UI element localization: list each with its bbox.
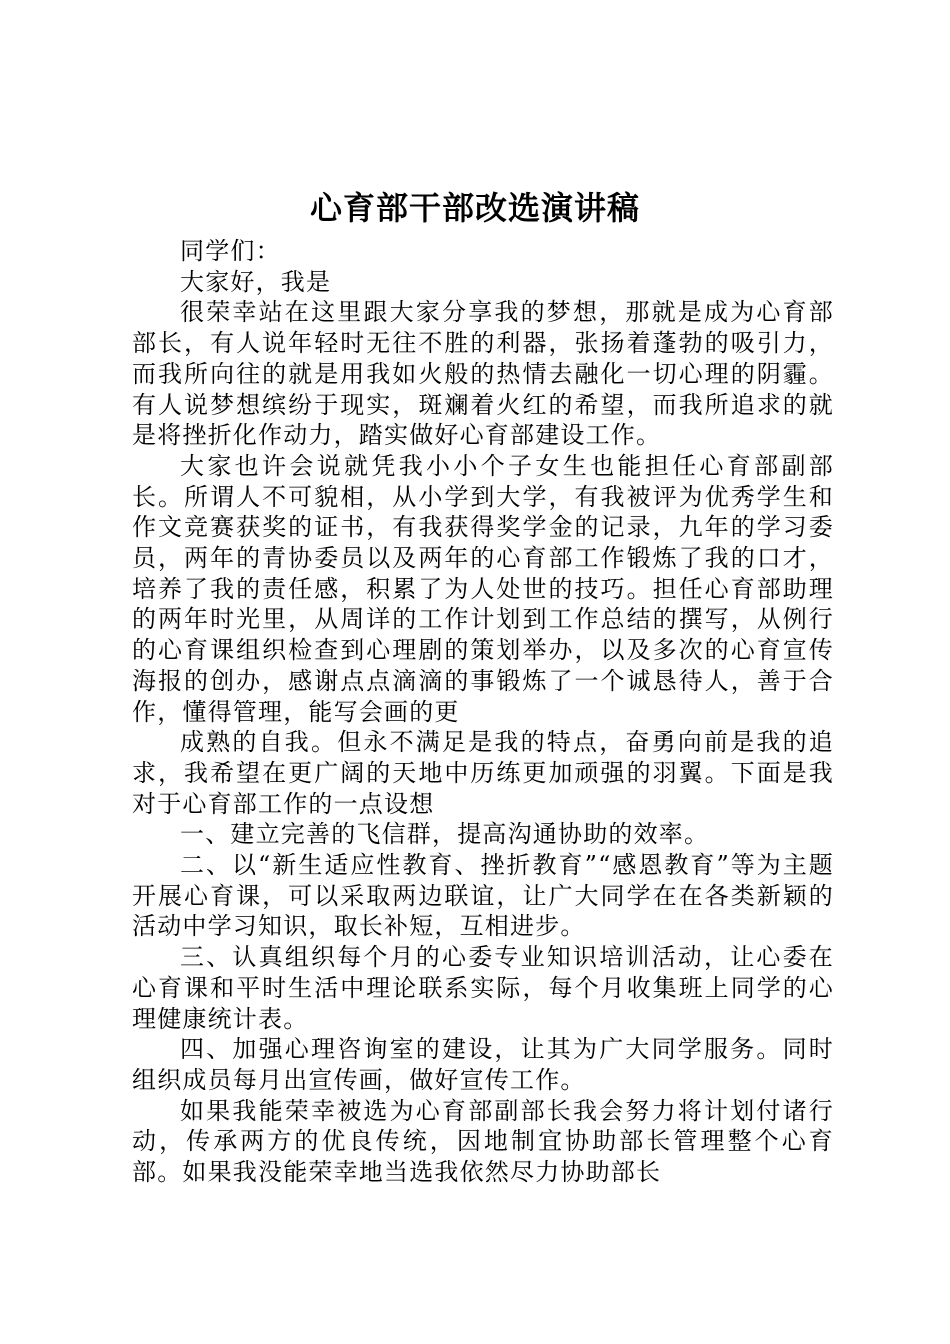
paragraph-experience: 大家也许会说就凭我小小个子女生也能担任心育部副部长。所谓人不可貌相，从小学到大学，有我被评为优秀学生和作文竞赛获奖的证书，有我获得奖学金的记录，九年的学习委员，两年的青协委员以及两年的心育部工作锻炼了我的口才，培养了我的责任感，积累了为人处世的技巧。担任心育部助理的两年时光里，从周详的工作计划到工作总结的撰写，从例行的心育课组织检查到心理剧的策划举办，以及多次的心育宣传海报的创办，感谢点点滴滴的事锻炼了一个诚恳待人，善于合作，懂得管理，能写会画的更 (132, 451, 834, 726)
plan-item-1: 一、建立完善的飞信群，提高沟通协助的效率。 (180, 820, 710, 849)
greeting: 大家好，我是 (180, 267, 332, 296)
paragraph-closing: 如果我能荣幸被选为心育部副部长我会努力将计划付诸行动，传承两方的优良传统，因地制宜协助部长管理整个心育部。如果我没能荣幸地当选我依然尽力协助部长 (132, 1096, 834, 1187)
document-body (132, 236, 834, 1188)
document-title: 心育部干部改选演讲稿 (309, 189, 640, 227)
plan-item-3: 三、认真组织每个月的心委专业知识培训活动，让心委在心育课和平时生活中理论联系实际，每个月收集班上同学的心理健康统计表。 (132, 943, 834, 1033)
paragraph-dream: 很荣幸站在这里跟大家分享我的梦想，那就是成为心育部部长，有人说年轻时无往不胜的利器，张扬着蓬勃的吸引力，而我所向往的就是用我如火般的热情去融化一切心理的阴霾。有人说梦想缤纷于现实，斑斓着火红的希望，而我所追求的就是将挫折化作动力，踏实做好心育部建设工作。 (132, 298, 834, 450)
plan-item-4: 四、加强心理咨询室的建设，让其为广大同学服务。同时组织成员每月出宣传画，做好宣传工作。 (132, 1035, 834, 1094)
salutation: 同学们： (180, 237, 281, 265)
plan-item-2: 二、以“新生适应性教育、挫折教育”“感恩教育”等为主题开展心育课，可以采取两边联谊，让广大同学在在各类新颖的活动中学习知识，取长补短，互相进步。 (132, 851, 834, 941)
paragraph-plans-intro: 成熟的自我。但永不满足是我的特点，奋勇向前是我的追求，我希望在更广阔的天地中历练更加顽强的羽翼。下面是我对于心育部工作的一点设想 (132, 728, 834, 818)
